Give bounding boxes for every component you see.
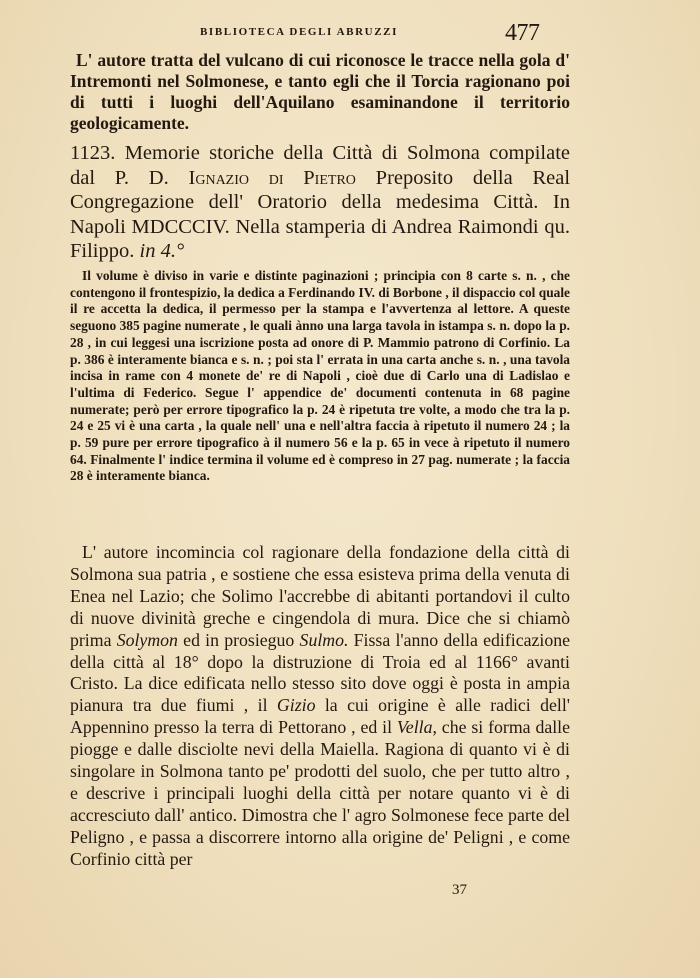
- bibliographic-note-block: [70, 268, 570, 485]
- body-term-sulmo: Sulmo.: [299, 629, 349, 650]
- entry-text: [70, 141, 570, 264]
- signature-mark: 37: [452, 882, 467, 898]
- body-seg-5: , che si forma dalle piogge e dalle disciolte nevi della Maiella. Ragiona di quanto vi è di singolare in Solmona tanto pe' prodotti del suolo, che per tutto altro , e descrive i principali luoghi della città per notare quanto vi è di accresciuto dall' antico. Dimostra che l' agro Solmonese fece parte del Peligno , e passa a discorrere intorno alla origine de' Peligni , e come Corfinio città per: [70, 717, 570, 869]
- entry-number: 1123.: [70, 142, 116, 164]
- intro-paragraph: L' autore tratta del vulcano di cui riconosce le tracce nella gola d' Intremonti nel Solmonese, e tanto egli che il Torcia ragionano poi di tutti i luoghi dell'Aquilano esaminandone il territorio geologicamente.: [70, 50, 570, 133]
- body-paragraph: [70, 542, 570, 871]
- body-seg-1: L' autore incomincia col ragionare della fondazione della città di Solmona sua patria , e sostiene che essa esisteva prima della venuta di Enea nel Lazio; che Solimo l'accrebbe di abitanti portandovi il culto di nuove divinità greche e cingendola di mura. Dice che si chiamò prima: [70, 542, 570, 650]
- body-seg-2: ed in prosieguo: [183, 629, 295, 650]
- intro-paragraph-block: [70, 50, 570, 134]
- page-number: 477: [505, 20, 540, 46]
- body-seg-3: Fissa l'anno della edificazione della città al 18° dopo la distruzione di Troia ed al 1166° avanti Cristo. La dice edificata nello stesso sito dove oggi è posta in ampia pianura tra due fiumi , il: [70, 629, 570, 716]
- body-text-block: [70, 542, 570, 871]
- bibliography-entry: [70, 141, 570, 264]
- body-seg-4: la cui origine è alle radici dell' Appennino presso la terra di Pettorano , ed il: [70, 695, 570, 738]
- entry-author: Ignazio di Pietro: [188, 166, 356, 189]
- body-term-vella: Vella: [396, 717, 433, 738]
- entry-title-pre: Memorie storiche della Città di Solmona compilate dal P. D.: [70, 142, 571, 189]
- entry-title-post: Preposito della Real Congregazione dell' Oratorio della medesima Città. In Napoli MDCCCIV. Nella stamperia di Andrea Raimondi qu. Filippo.: [70, 166, 571, 262]
- bibliographic-note: Il volume è diviso in varie e distinte paginazioni ; principia con 8 carte s. n. , che contengono il frontespizio, la dedica a Ferdinando IV. di Borbone , il dispaccio col quale il re accetta la dedica, il permesso per la stampa e l'avvertenza al lettore. A queste seguono 385 pagine numerate , le quali ànno una larga tavola in istampa s. n. dopo la p. 28 , in cui leggesi una iscrizione posta ad onore di P. Mammio patrono di Corfinio. La p. 386 è interamente bianca e s. n. ; poi sta l' errata in una carta anche s. n. , una tavola incisa in rame con 4 monete de' re di Napoli , cioè due di Carlo una di Ladislao e l'ultima di Federico. Segue l' appendice de' documenti contenuta in 68 pagine numerate; però per errore tipografico la p. 24 è ripetuta tre volte, a modo che tra la p. 24 e 25 vi è una carta , la quale nell' una e nell'altra faccia à ripetuto il numero 24 ; la p. 59 pure per errore tipografico à il numero 56 e la p. 65 in vece à ripetuto il numero 64. Finalmente l' indice termina il volume ed è compreso in 27 pag. numerate ; la faccia 28 è interamente bianca.: [70, 268, 570, 484]
- entry-format: in 4.°: [139, 240, 185, 262]
- running-title: BIBLIOTECA DEGLI ABRUZZI: [200, 26, 398, 38]
- body-term-gizio: Gizio: [276, 695, 316, 716]
- running-head: [0, 20, 700, 50]
- body-term-solymon: Solymon: [116, 629, 178, 650]
